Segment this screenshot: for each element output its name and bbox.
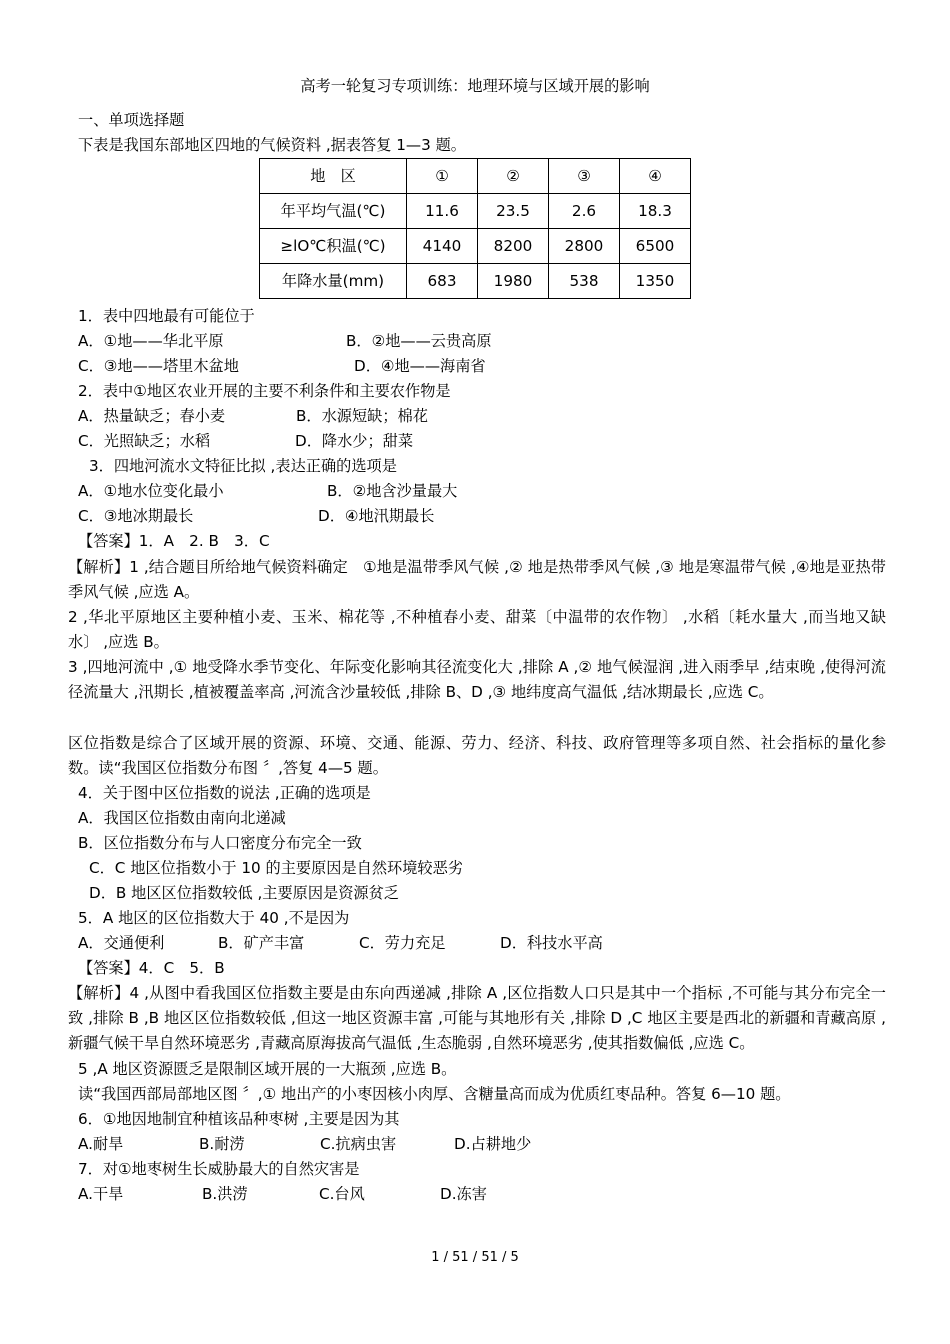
question-7-options [68,1182,886,1207]
explanation-3: 3 ,四地河流中 ,① 地受降水季节变化、年际变化影响其径流变化大 ,排除 A ,② 地气候湿润 ,进入雨季早 ,结束晚 ,使得河流径流量大 ,汛期长 ,植被覆盖率高 ,河流含沙量较低 ,排除 B、D ,③ 地纬度高气温低 ,结冰期最长 ,应选 C。 [68,658,886,701]
option-b: B．②地——云贵高原 [346,332,492,350]
question-2-options-cd [68,429,886,454]
table-cell: 538 [549,264,620,299]
question-5-options [68,931,886,956]
table-cell: ≥lO℃积温(℃) [260,229,407,264]
question-3-options-cd [68,504,886,529]
table-cell: 年平均气温(℃) [260,194,407,229]
doc-title: 高考一轮复习专项训练：地理环境与区域开展的影响 [300,77,650,95]
table-row [260,194,691,229]
table-cell: 1350 [620,264,691,299]
option-c: C．光照缺乏；水稻 [78,432,211,450]
page-number: 1 / 51 / 51 / 5 [431,1250,519,1265]
table-row [260,229,691,264]
question-6-options [68,1132,886,1157]
question-2: 2．表中①地区农业开展的主要不利条件和主要农作物是 [78,382,451,400]
option-a: A．热量缺乏；春小麦 [78,407,226,425]
answer-1-3: 【答案】1．A 2. B 3．C [78,532,270,550]
table-header-cell: ② [478,159,549,194]
option-d: D．④地汛期最长 [318,507,435,525]
option-b: B.耐涝 [199,1135,245,1153]
table-header-row [260,159,691,194]
table-cell: 18.3 [620,194,691,229]
table-cell: 2.6 [549,194,620,229]
table-cell: 23.5 [478,194,549,229]
option-a: A.耐旱 [78,1135,124,1153]
question-7: 7．对①地枣树生长威胁最大的自然灾害是 [78,1160,360,1178]
explanation-5-and-intro [68,1057,886,1207]
question-3-options-ab [68,479,886,504]
question-1: 1．表中四地最有可能位于 [78,307,255,325]
option-c: C.抗病虫害 [320,1135,397,1153]
table-cell: 2800 [549,229,620,264]
climate-table [259,158,691,299]
question-6: 6．①地因地制宜种植该品种枣树 ,主要是因为其 [78,1110,400,1128]
question-4: 4．关于图中区位指数的说法 ,正确的选项是 [78,784,371,802]
table-header-cell: 地 区 [260,159,407,194]
table-cell: 4140 [407,229,478,264]
option-a: A．①地水位变化最小 [78,482,224,500]
option-b: B．矿产丰富 [218,934,305,952]
explanation-1: 【解析】1 ,结合题目所给地气候资料确定 ①地是温带季风气候 ,② 地是热带季风气候 ,③ 地是寒温带气候 ,④地是亚热带季风气候 ,应选 A。 [68,558,886,601]
question-2-options-ab [68,404,886,429]
table-header-cell: ④ [620,159,691,194]
option-b: B．②地含沙量最大 [327,482,458,500]
table-header-cell: ③ [549,159,620,194]
table-cell: 1980 [478,264,549,299]
option-c: C．③地冰期最长 [78,507,194,525]
option-c: C．C 地区位指数小于 10 的主要原因是自然环境较恶劣 [89,859,463,877]
question-1-options-cd [68,354,886,379]
intro-paragraph: 下表是我国东部地区四地的气候资料 ,据表答复 1—3 题。 [78,136,466,154]
option-c: C.台风 [319,1185,365,1203]
intro-paragraph-2: 区位指数是综合了区域开展的资源、环境、交通、能源、劳力、经济、科技、政府管理等多项自然、社会指标的量化参数。读“我国区位指数分布图 〞,答复 4—5 题。 [68,734,886,777]
questions-1-3 [68,304,886,554]
option-a: A．①地——华北平原 [78,332,224,350]
option-a: A．我国区位指数由南向北递减 [78,809,286,827]
table-row [260,264,691,299]
option-c: C．③地——塔里木盆地 [78,357,239,375]
question-3: 3．四地河流水文特征比拟 ,表达正确的选项是 [89,457,397,475]
table-cell: 年降水量(mm) [260,264,407,299]
question-5: 5．A 地区的区位指数大于 40 ,不是因为 [78,909,350,927]
table-cell: 683 [407,264,478,299]
option-b: B．水源短缺；棉花 [296,407,428,425]
section-title: 一、单项选择题 [78,111,185,129]
table-cell: 6500 [620,229,691,264]
option-d: D．④地——海南省 [354,357,486,375]
option-d: D．科技水平高 [500,934,603,952]
explanation-2: 2 ,华北平原地区主要种植小麦、玉米、棉花等 ,不种植春小麦、甜菜〔中温带的农作物〕 ,水稻〔耗水量大 ,而当地又缺水〕 ,应选 B。 [68,608,886,651]
explanation-5: 5 ,A 地区资源匮乏是限制区域开展的一大瓶颈 ,应选 B。 [78,1060,457,1078]
option-a: A.干旱 [78,1185,124,1203]
questions-4-5 [68,781,886,981]
option-d: D．降水少；甜菜 [295,432,414,450]
table-cell: 8200 [478,229,549,264]
option-d: D.冻害 [440,1185,487,1203]
explanation-4: 【解析】4 ,从图中看我国区位指数主要是由东向西递减 ,排除 A ,区位指数人口只是其中一个指标 ,不可能与其分布完全一致 ,排除 B ,B 地区区位指数较低 ,但这一地区资源丰富 ,可能与其地形有关 ,排除 D ,C 地区主要是西北的新疆和青藏高原 ,新疆气候干旱自然环境恶劣 ,青藏高原海拔高气温低 ,生态脆弱 ,自然环境恶劣 ,使其指数偏低 ,应选 C。 [68,984,886,1052]
option-c: C．劳力充足 [359,934,446,952]
question-1-options-ab [68,329,886,354]
option-d: D.占耕地少 [454,1135,532,1153]
option-d: D．B 地区区位指数较低 ,主要原因是资源贫乏 [89,884,399,902]
option-b: B.洪涝 [202,1185,248,1203]
option-b: B．区位指数分布与人口密度分布完全一致 [78,834,362,852]
table-header-cell: ① [407,159,478,194]
table-cell: 11.6 [407,194,478,229]
intro-paragraph-3: 读“我国西部局部地区图 〞,① 地出产的小枣因核小肉厚、含糖量高而成为优质红枣品种。答复 6—10 题。 [78,1085,791,1103]
answer-4-5: 【答案】4．C 5．B [78,959,225,977]
section-heading [68,108,886,158]
option-a: A．交通便利 [78,934,165,952]
